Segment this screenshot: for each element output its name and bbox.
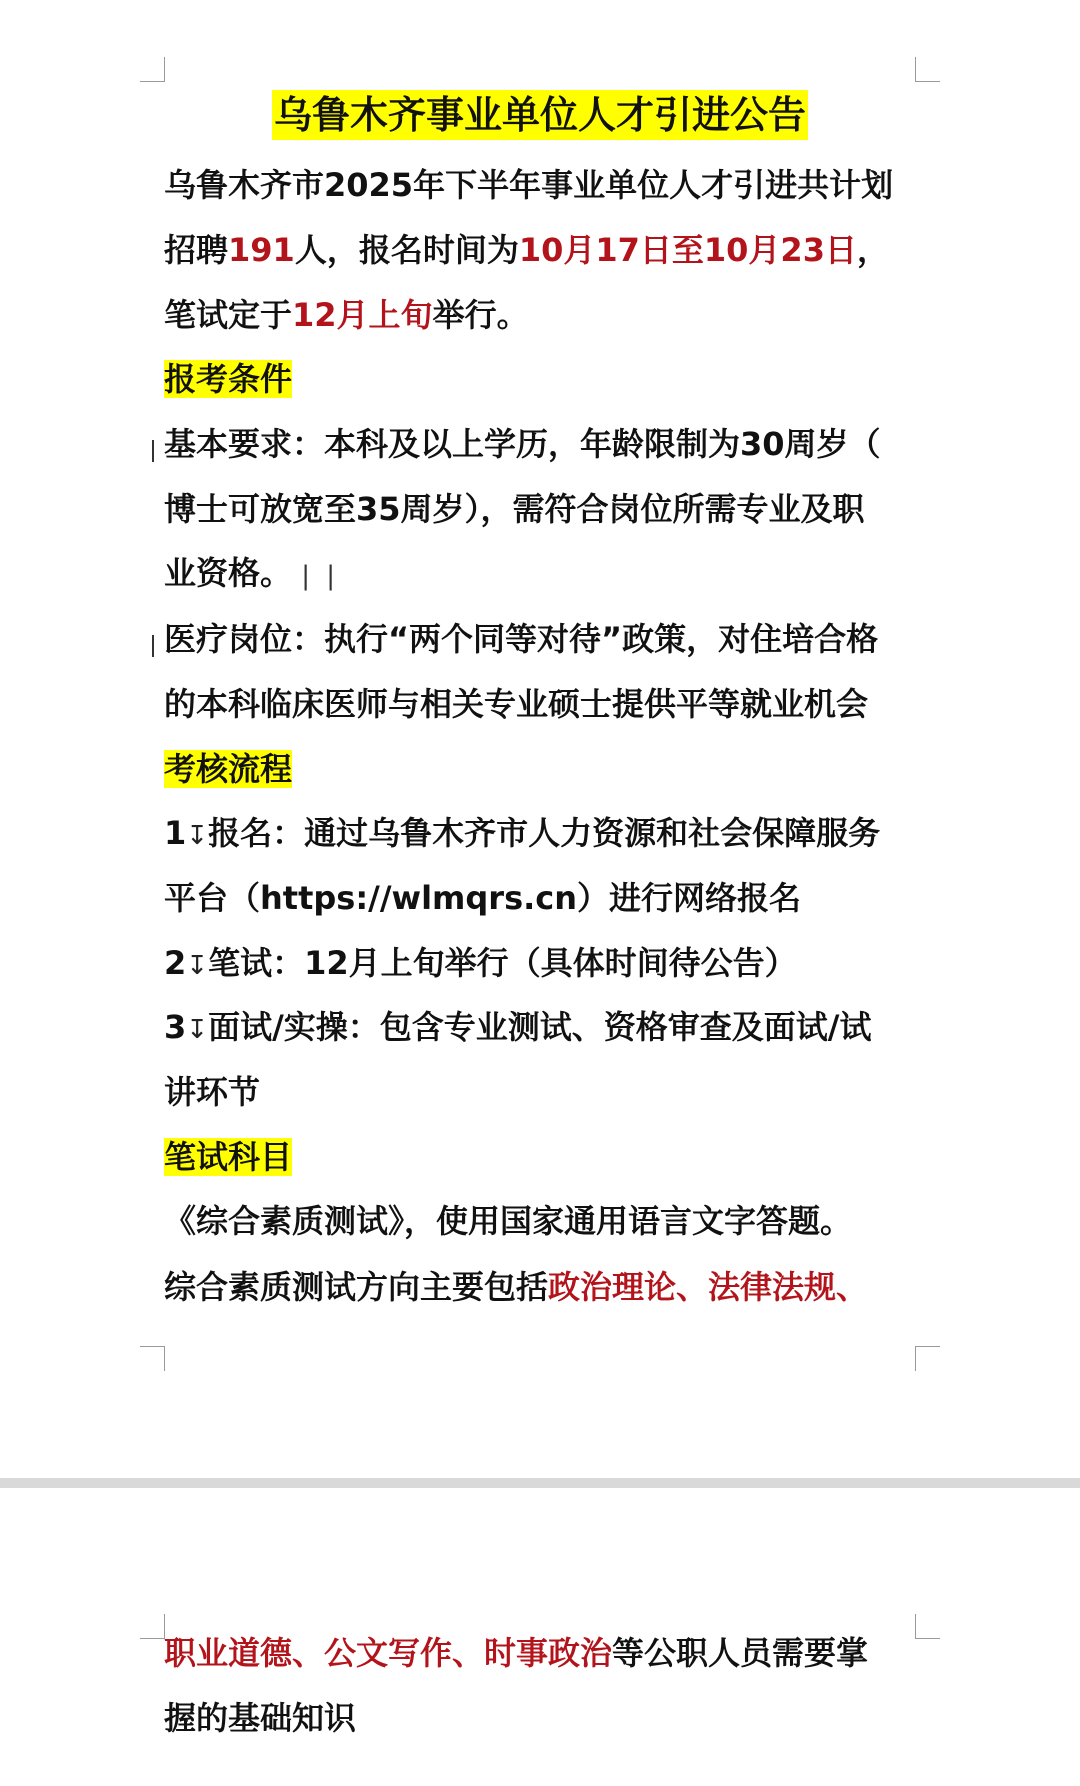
medical-post-line-1: 医疗岗位：执行“两个同等对待”政策，对住培合格 (164, 620, 879, 658)
crop-mark-top-right (915, 57, 940, 82)
process-step-1-line-2: 平台（https://wlmqrs.cn）进行网络报名 (164, 879, 802, 917)
medical-post-line-2: 的本科临床医师与相关专业硕士提供平等就业机会 (164, 685, 869, 723)
crop-mark-top-left (140, 57, 165, 82)
document-title: 乌鲁木齐事业单位人才引进公告 (272, 90, 808, 140)
subjects-line-3: 职业道德、公文写作、时事政治等公职人员需要掌 (164, 1634, 869, 1672)
paragraph-mark (152, 440, 154, 462)
subject-topics-2: 职业道德、公文写作、时事政治 (164, 1634, 613, 1672)
subjects-line-4: 握的基础知识 (164, 1699, 357, 1737)
exam-date: 12月上旬 (292, 296, 433, 334)
process-step-3-line-2: 讲环节 (164, 1073, 261, 1111)
subject-topics-1: 政治理论、法律法规、 (548, 1268, 869, 1306)
basic-requirements-line-1: 基本要求：本科及以上学历，年龄限制为30周岁（ (164, 425, 881, 463)
subjects-line-2: 综合素质测试方向主要包括政治理论、法律法规、 (164, 1268, 869, 1306)
basic-requirements-line-3: 业资格。 | | (164, 554, 339, 592)
process-step-1-line-1: 1↧报名：通过乌鲁木齐市人力资源和社会保障服务 (164, 814, 881, 852)
recruit-count: 191 (228, 231, 295, 269)
process-step-2: 2↧笔试：12月上旬举行（具体时间待公告） (164, 944, 797, 982)
section-heading-process: 考核流程 (164, 750, 293, 788)
registration-dates: 10月17日至10月23日 (518, 231, 857, 269)
intro-line-1: 乌鲁木齐市2025年下半年事业单位人才引进共计划 (164, 166, 894, 204)
document-page-2 (0, 1488, 1080, 1786)
crop-mark-top-left (140, 1614, 165, 1639)
section-heading-subjects: 笔试科目 (164, 1138, 293, 1176)
intro-line-3: 笔试定于12月上旬举行。 (164, 296, 529, 334)
section-heading-conditions: 报考条件 (164, 360, 293, 398)
intro-line-2: 招聘191人，报名时间为10月17日至10月23日， (164, 231, 889, 269)
basic-requirements-line-2: 博士可放宽至35周岁），需符合岗位所需专业及职 (164, 490, 865, 528)
subjects-line-1: 《综合素质测试》，使用国家通用语言文字答题。 (164, 1202, 853, 1240)
process-step-3-line-1: 3↧面试/实操：包含专业测试、资格审查及面试/试 (164, 1008, 872, 1046)
paragraph-mark (152, 635, 154, 657)
crop-mark-bottom-left (140, 1346, 165, 1371)
crop-mark-bottom-right (915, 1346, 940, 1371)
page-separator (0, 1478, 1080, 1488)
